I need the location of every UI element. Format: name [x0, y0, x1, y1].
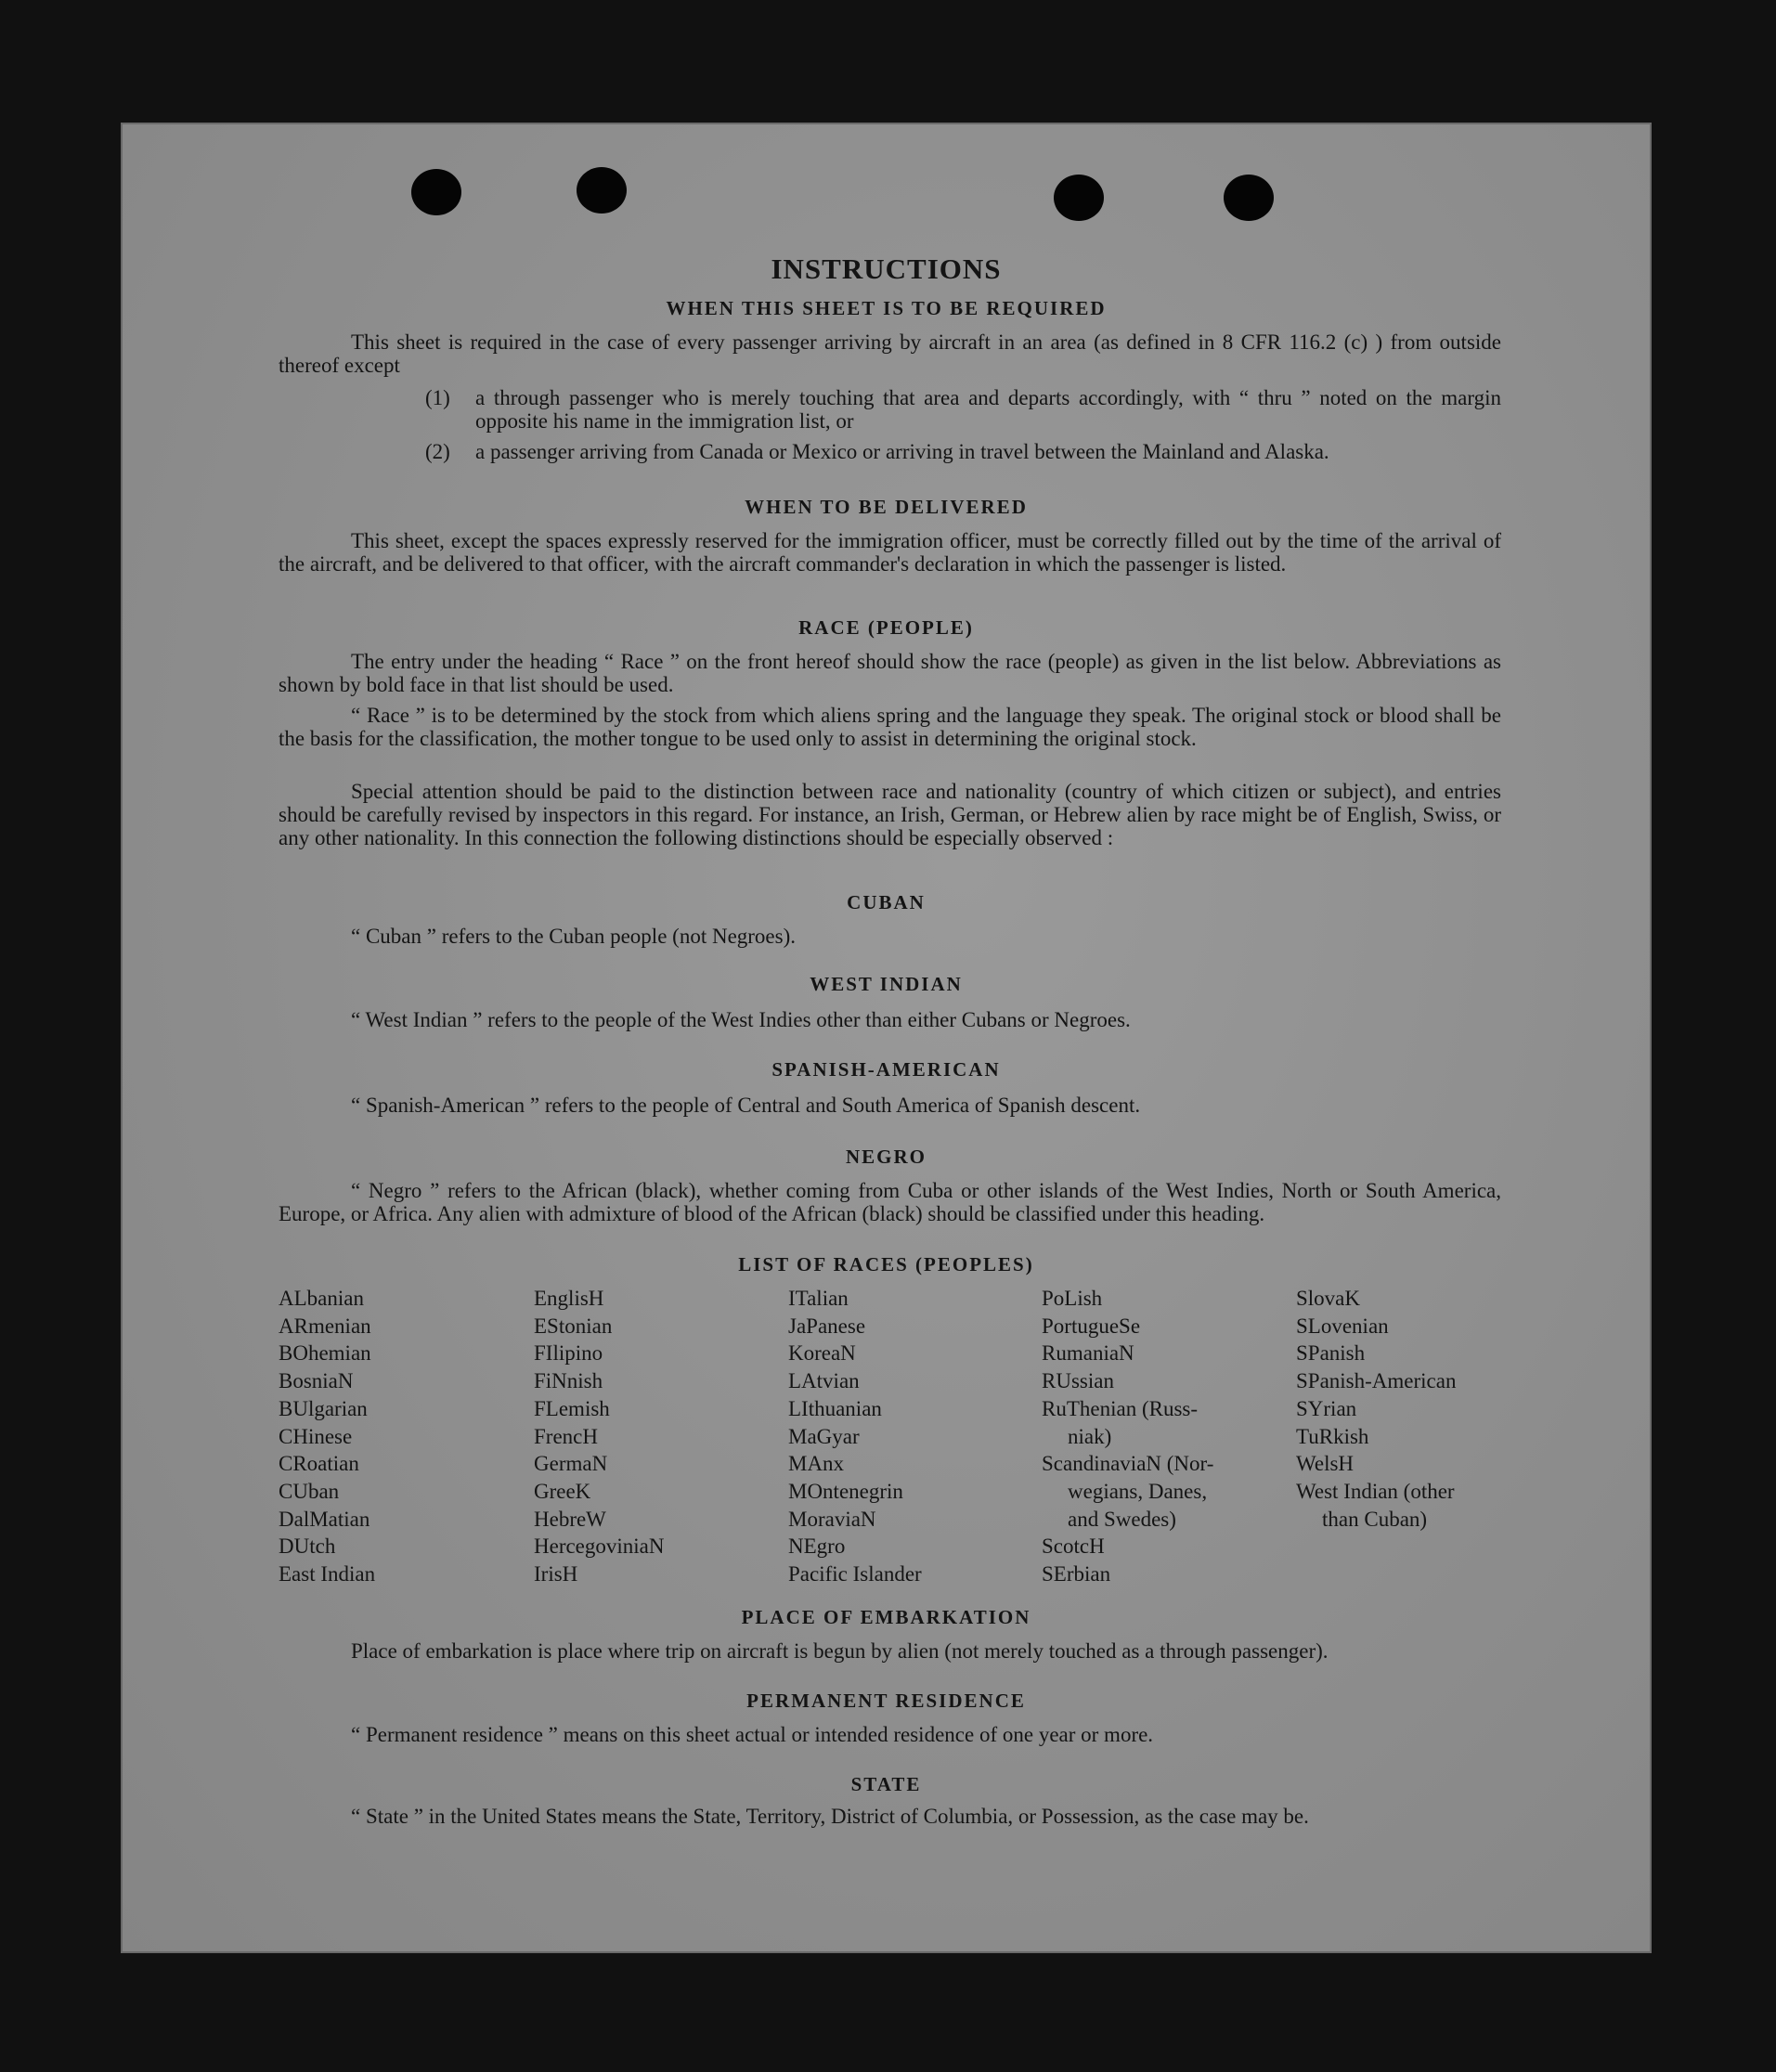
spanish-american-text: “ Spanish-American ” refers to the people of Central and South America of Spanish descent. [351, 1094, 1141, 1117]
west-indian-text: “ West Indian ” refers to the people of the West Indies other than either Cubans or Negroes. [351, 1008, 1131, 1031]
section-heading-race: RACE (PEOPLE) [798, 616, 974, 639]
exception-item-2: a passenger arriving from Canada or Mexico or arriving in travel between the Mainland and Alaska. [475, 440, 1329, 463]
race-entry: SlovaK [1296, 1287, 1360, 1310]
section-heading-cuban: CUBAN [847, 891, 926, 913]
race-entry: HebreW [534, 1507, 606, 1531]
races-column-3 [788, 1285, 922, 1588]
section-heading-races-list: LIST OF RACES (PEOPLES) [738, 1253, 1034, 1276]
race-entry: BUlgarian [279, 1396, 368, 1420]
races-column-4 [1042, 1285, 1213, 1588]
race-entry: CUban [279, 1479, 340, 1503]
negro-text: “ Negro ” refers to the African (black), whether coming from Cuba or other islands of the West Indies, North or South America, Europe, or Africa. Any alien with admixture of blood of the African (black) should be classified under this heading. [279, 1179, 1501, 1225]
race-entry: SErbian [1042, 1562, 1111, 1586]
race-entry: SPanish [1296, 1341, 1366, 1366]
race-entry: and Swedes) [1068, 1507, 1176, 1531]
race-entry: RuThenian (Russ- [1042, 1396, 1199, 1420]
race-entry: SYrian [1296, 1396, 1357, 1420]
item-number: (2) [425, 440, 450, 463]
state-text: “ State ” in the United States means the State, Territory, District of Columbia, or Possession, as the case may be. [351, 1805, 1309, 1828]
race-entry: KoreaN [788, 1341, 856, 1366]
section-heading-required: WHEN THIS SHEET IS TO BE REQUIRED [666, 297, 1107, 319]
race-entry: CRoatian [279, 1452, 359, 1476]
section-heading-residence: PERMANENT RESIDENCE [746, 1690, 1026, 1712]
delivered-text: This sheet, except the spaces expressly reserved for the immigration officer, must be correctly filled out by the time of the arrival of the aircraft, and be delivered to that officer, with the aircraft commander's declaration in which the passenger is listed. [279, 529, 1501, 576]
race-entry: HercegoviniaN [534, 1535, 665, 1559]
race-entry: WelsH [1296, 1452, 1355, 1476]
race-entry: BOhemian [279, 1341, 371, 1366]
race-entry: ScandinaviaN (Nor- [1042, 1452, 1214, 1476]
race-entry: LAtvian [788, 1369, 860, 1393]
residence-text: “ Permanent residence ” means on this sheet actual or intended residence of one year or more. [351, 1723, 1154, 1746]
race-entry: IrisH [534, 1562, 578, 1586]
race-entry: Pacific Islander [788, 1562, 922, 1586]
race-entry: ALbanian [279, 1287, 364, 1310]
race-entry: TuRkish [1296, 1424, 1369, 1448]
section-heading-west-indian: WEST INDIAN [810, 973, 963, 995]
races-column-5 [1296, 1285, 1456, 1533]
race-entry: RUssian [1042, 1369, 1114, 1393]
section-heading-embarkation: PLACE OF EMBARKATION [741, 1606, 1031, 1628]
race-entry: FIlipino [534, 1341, 603, 1366]
race-entry: CHinese [279, 1424, 353, 1448]
race-entry: MaGyar [788, 1424, 860, 1448]
race-entry: RumaniaN [1042, 1341, 1134, 1366]
race-entry: NEgro [788, 1535, 846, 1559]
race-entry: East Indian [279, 1562, 376, 1586]
page-title: INSTRUCTIONS [771, 253, 1002, 285]
required-intro: This sheet is required in the case of every passenger arriving by aircraft in an area (as defined in 8 CFR 116.2 (c) ) from outside thereof except [279, 330, 1501, 377]
race-entry: GreeK [534, 1479, 591, 1503]
race-entry: niak) [1068, 1424, 1112, 1448]
race-entry: EStonian [534, 1314, 613, 1338]
cuban-text: “ Cuban ” refers to the Cuban people (not Negroes). [351, 925, 797, 948]
section-heading-delivered: WHEN TO BE DELIVERED [745, 496, 1028, 518]
race-entry: DUtch [279, 1535, 336, 1559]
exception-item-1: a through passenger who is merely touching that area and departs accordingly, with “ thru ” noted on the margin opposite his name in the immigration list, or [475, 386, 1501, 433]
instruction-sheet [123, 124, 1650, 1951]
races-column-2 [534, 1285, 665, 1588]
race-entry: JaPanese [788, 1314, 866, 1338]
race-entry: MOntenegrin [788, 1479, 903, 1503]
race-entry: GermaN [534, 1452, 608, 1476]
punch-hole [1054, 175, 1104, 221]
race-entry: PoLish [1042, 1287, 1103, 1310]
punch-hole [577, 167, 627, 214]
punch-hole [1224, 175, 1274, 221]
race-paragraph-3: Special attention should be paid to the distinction between race and nationality (country of which citizen or subject), and entries should be carefully revised by inspectors in this regard. For instance, an Irish, German, or Hebrew alien by race might be of English, Swiss, or any other nationality. In this connection the following distinctions should be especially observed : [279, 780, 1501, 849]
item-number: (1) [425, 386, 450, 409]
punch-hole [411, 169, 461, 215]
race-entry: PortugueSe [1042, 1314, 1141, 1338]
race-entry: West Indian (other [1296, 1479, 1455, 1503]
race-entry: than Cuban) [1322, 1507, 1428, 1531]
race-entry: SLovenian [1296, 1314, 1389, 1338]
embarkation-text: Place of embarkation is place where trip on aircraft is begun by alien (not merely touched as a through passenger). [351, 1639, 1329, 1663]
races-column-1 [279, 1285, 375, 1588]
race-entry: FrencH [534, 1424, 598, 1448]
race-entry: BosniaN [279, 1369, 354, 1393]
race-entry: ScotcH [1042, 1535, 1105, 1559]
race-entry: FLemish [534, 1396, 610, 1420]
race-entry: DalMatian [279, 1507, 370, 1531]
race-entry: MoraviaN [788, 1507, 876, 1531]
race-entry: FiNnish [534, 1369, 603, 1393]
race-entry: LIthuanian [788, 1396, 882, 1420]
race-entry: MAnx [788, 1452, 845, 1476]
race-entry: ARmenian [279, 1314, 371, 1338]
race-paragraph-2: “ Race ” is to be determined by the stock from which aliens spring and the language they speak. The original stock or blood shall be the basis for the classification, the mother tongue to be used only to assist in determining the original stock. [279, 704, 1501, 750]
race-entry: EnglisH [534, 1287, 604, 1310]
race-paragraph-1: The entry under the heading “ Race ” on the front hereof should show the race (people) as given in the list below. Abbreviations as shown by bold face in that list should be used. [279, 650, 1501, 696]
race-entry: ITalian [788, 1287, 849, 1310]
race-entry: wegians, Danes, [1068, 1479, 1208, 1503]
section-heading-spanish-american: SPANISH-AMERICAN [771, 1058, 1001, 1081]
section-heading-state: STATE [850, 1773, 922, 1795]
section-heading-negro: NEGRO [845, 1146, 927, 1168]
race-entry: SPanish-American [1296, 1369, 1457, 1393]
